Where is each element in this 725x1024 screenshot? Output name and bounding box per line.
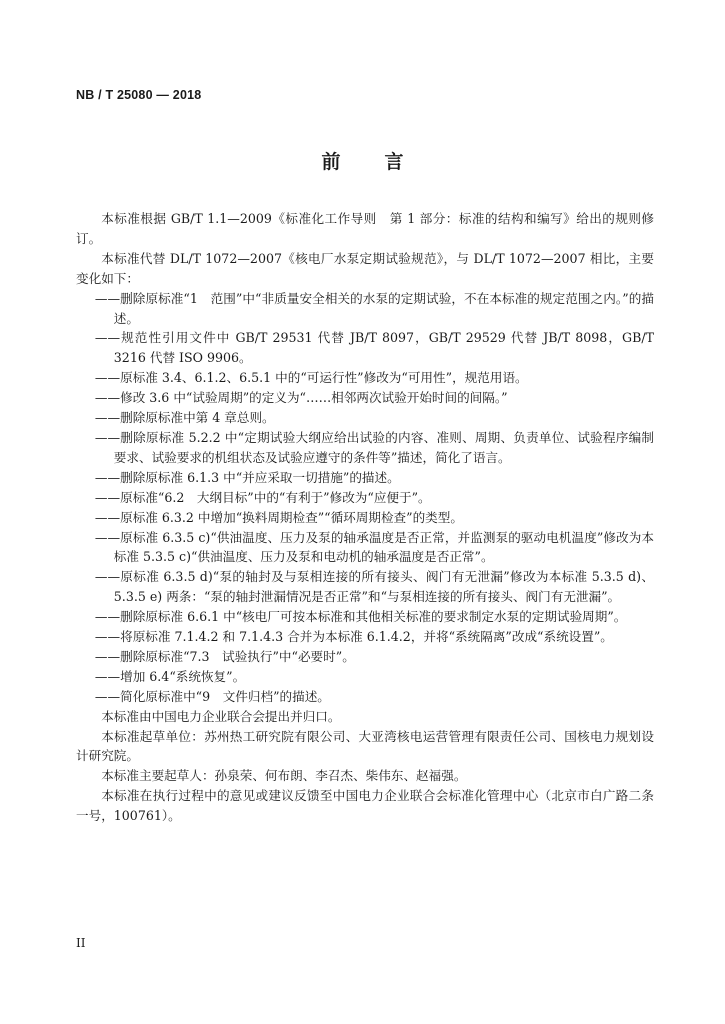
change-item: ——将原标准 7.1.4.2 和 7.1.4.3 合并为本标准 6.1.4.2，并将“系统隔离”改成“系统设置”。 bbox=[94, 629, 613, 645]
change-item: ——删除原标准 5.2.2 中“定期试验大纲应给出试验的内容、准则、周期、负责单位、试验程序编制要求、试验要求的机组状态及试验应遵守的条件等”描述，简化了语言。 bbox=[94, 429, 654, 465]
change-item: ——删除原标准“1 范围”中“非质量安全相关的水泵的定期试验，不在本标准的规定范围之内。”的描述。 bbox=[94, 290, 654, 326]
closing-paragraph: 本标准在执行过程中的意见或建议反馈至中国电力企业联合会标准化管理中心（北京市白广路二条一号，100761）。 bbox=[76, 788, 654, 824]
change-item: ——原标准 3.4、6.1.2、6.5.1 中的“可运行性”修改为“可用性”，规范用语。 bbox=[94, 370, 528, 386]
change-item: ——删除原标准 6.6.1 中“核电厂可按本标准和其他相关标准的要求制定水泵的定期试验周期”。 bbox=[94, 609, 627, 625]
change-item: ——原标准 6.3.2 中增加“换料周期检查”“循环周期检查”的类型。 bbox=[94, 509, 463, 525]
page-title: 前言 bbox=[321, 151, 448, 173]
change-item: ——规范性引用文件中 GB/T 29531 代替 JB/T 8097，GB/T 29529 代替 JB/T 8098，GB/T 3216 代替 ISO 9906。 bbox=[94, 330, 654, 366]
intro-paragraph: 本标准代替 DL/T 1072—2007《核电厂水泵定期试验规范》，与 DL/T 1072—2007 相比，主要变化如下： bbox=[76, 250, 654, 286]
change-item: ——删除原标准中第 4 章总则。 bbox=[94, 410, 275, 426]
intro-paragraph: 本标准根据 GB/T 1.1—2009《标准化工作导则 第 1 部分：标准的结构和编写》给出的规则修订。 bbox=[76, 211, 654, 246]
change-item: ——原标准 6.3.5 c)“供油温度、压力及泵的轴承温度是否正常，并监测泵的驱动电机温度”修改为本标准 5.3.5 c)“供油温度、压力及泵和电动机的轴承温度是否正常”。 bbox=[94, 529, 654, 565]
change-item: ——原标准“6.2 大纲目标”中的“有利于”修改为“应便于”。 bbox=[94, 489, 431, 505]
closing-paragraph: 本标准由中国电力企业联合会提出并归口。 bbox=[101, 708, 341, 724]
standard-number: NB / T 25080 — 2018 bbox=[76, 88, 202, 102]
change-item: ——原标准 6.3.5 d)“泵的轴封及与泵相连接的所有接头、阀门有无泄漏”修改为本标准 5.3.5 d)、5.3.5 e) 两条：“泵的轴封泄漏情况是否正常”和“与泵相连接的所有接头、阀门有无泄漏”。 bbox=[94, 569, 654, 605]
change-item: ——删除原标准 6.1.3 中“并应采取一切措施”的描述。 bbox=[94, 469, 400, 485]
change-item: ——简化原标准中“9 文件归档”的描述。 bbox=[94, 688, 330, 704]
page-number: II bbox=[76, 936, 86, 950]
closing-paragraph: 本标准起草单位：苏州热工研究院有限公司、大亚湾核电运营管理有限责任公司、国核电力规划设计研究院。 bbox=[76, 728, 654, 764]
change-item: ——删除原标准“7.3 试验执行”中“必要时”。 bbox=[94, 648, 355, 664]
body-text bbox=[76, 209, 654, 826]
closing-paragraph: 本标准主要起草人：孙泉荣、何布朗、李召杰、柴伟东、赵福强。 bbox=[101, 768, 467, 784]
change-item: ——修改 3.6 中“试验周期”的定义为“……相邻两次试验开始时间的间隔。” bbox=[94, 390, 508, 406]
change-item: ——增加 6.4“系统恢复”。 bbox=[94, 668, 246, 684]
